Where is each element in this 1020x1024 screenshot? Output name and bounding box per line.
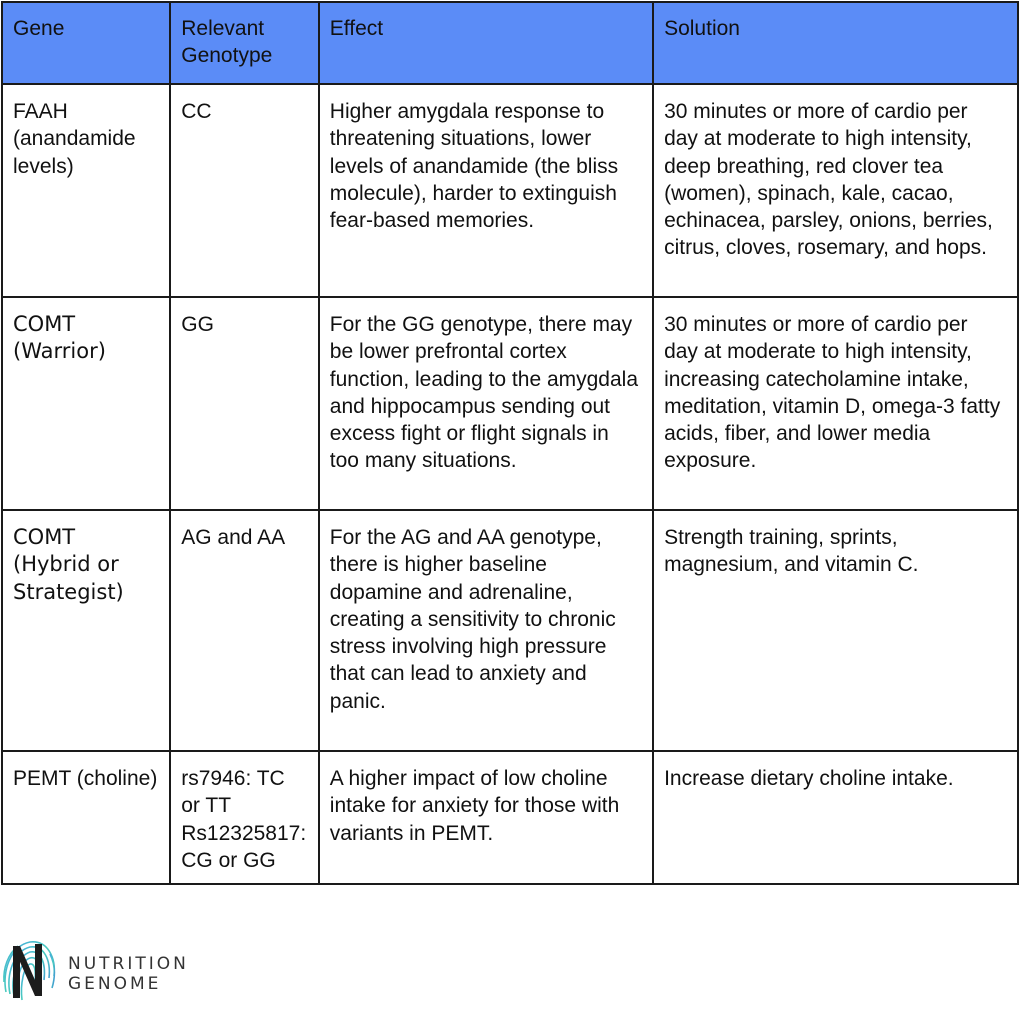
genotype-cell: AG and AA [170,510,319,751]
gene-cell: PEMT (choline) [2,751,170,884]
table-row [2,751,1018,884]
logo-wordmark [68,954,189,994]
gene-anxiety-table [1,1,1019,885]
effect-cell: For the AG and AA genotype, there is higher baseline dopamine and adrenaline, creating a sensitivity to chronic stress involving high pressure that can lead to anxiety and panic. [319,510,653,751]
logo-line-genome: GENOME [68,974,162,994]
header-effect: Effect [319,2,653,84]
table-row [2,510,1018,751]
solution-cell: 30 minutes or more of cardio per day at moderate to high intensity, increasing catecholamine intake, meditation, vitamin D, omega-3 fatty acids, fiber, and lower media exposure. [653,297,1018,510]
header-gene: Gene [2,2,170,84]
effect-cell: Higher amygdala response to threatening situations, lower levels of anandamide (the bliss molecule), harder to extinguish fear-based memories. [319,84,653,297]
solution-cell: Increase dietary choline intake. [653,751,1018,884]
table-header-row [2,2,1018,84]
solution-cell: 30 minutes or more of cardio per day at moderate to high intensity, deep breathing, red clover tea (women), spinach, kale, cacao, echinacea, parsley, onions, berries, citrus, cloves, rosemary, and hops. [653,84,1018,297]
effect-cell: For the GG genotype, there may be lower prefrontal cortex function, leading to the amygdala and hippocampus sending out excess fight or flight signals in too many situations. [319,297,653,510]
genotype-cell: GG [170,297,319,510]
genotype-cell: rs7946: TC or TT Rs12325817: CG or GG [170,751,319,884]
nutrition-genome-logo [0,932,200,1012]
header-relevant-genotype: Relevant Genotype [170,2,319,84]
gene-cell: COMT (Warrior) [2,297,170,510]
effect-cell: A higher impact of low choline intake for anxiety for those with variants in PEMT. [319,751,653,884]
table-row [2,84,1018,297]
solution-cell: Strength training, sprints, magnesium, and vitamin C. [653,510,1018,751]
header-solution: Solution [653,2,1018,84]
fingerprint-n-logo-icon [0,932,58,1010]
genotype-cell: CC [170,84,319,297]
table-row [2,297,1018,510]
gene-cell: FAAH (anandamide levels) [2,84,170,297]
gene-cell: COMT (Hybrid or Strategist) [2,510,170,751]
logo-line-nutrition: NUTRITION [68,954,189,974]
